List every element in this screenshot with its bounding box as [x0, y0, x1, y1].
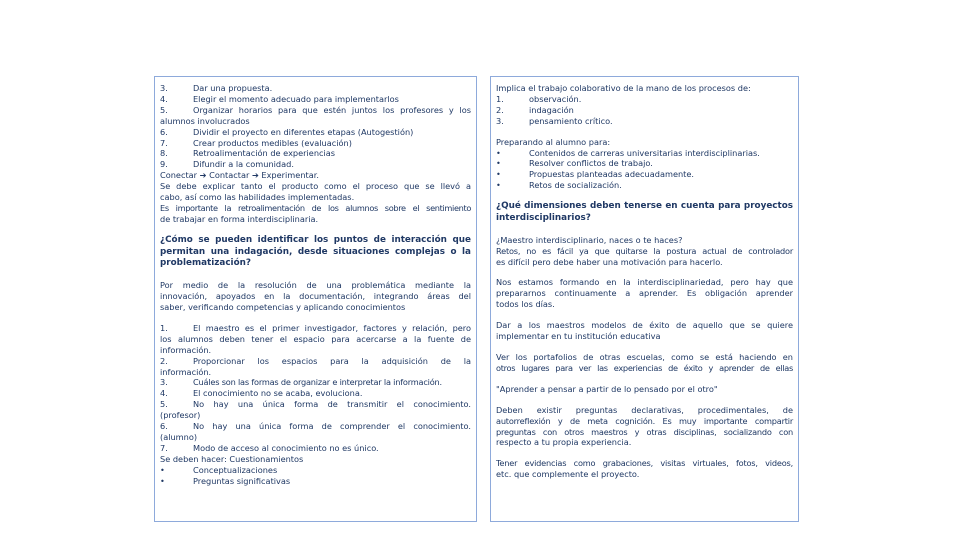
- item-5: 5. No hay una única forma de transmitir el conocimiento.: [160, 399, 471, 410]
- step-3: 3. Dar una propuesta.: [160, 83, 273, 93]
- step-9: 9. Difundir a la comunidad.: [160, 159, 294, 170]
- intro-line: Implica el trabajo colaborativo de la mano de los procesos de:: [496, 83, 751, 93]
- prepare-line: Preparando al alumno para:: [496, 136, 611, 147]
- quote-line: "Aprender a pensar a partir de lo pensado por el otro": [496, 383, 718, 394]
- prepare-item-3: • Propuestas planteadas adecuadamente.: [496, 169, 695, 180]
- step-6: 6. Dividir el proyecto en diferentes etapas (Autogestión): [160, 126, 414, 137]
- models-line-1: Dar a los maestros modelos de éxito de aquello que se quiere: [496, 320, 793, 331]
- interaction-question-line-2: permitan una indagación, desde situaciones complejas o la: [160, 246, 471, 257]
- forming-line-1: Nos estamos formando en la interdisciplinariedad, pero hay que: [496, 277, 793, 288]
- item-2-continuation: información.: [160, 366, 212, 377]
- questions-line-3: preguntas con otros maestros y otras disciplinas, socializando con: [496, 426, 793, 437]
- challenge-line-1: Retos, no es fácil ya que quitarse la postura actual de controlador: [496, 245, 793, 256]
- bullet-preguntas: • Preguntas significativas: [160, 475, 291, 486]
- questions-line-4: respecto a tu propia experiencia.: [496, 437, 632, 448]
- important-line-1: Es importante la retroalimentación de los alumnos sobre el sentimiento: [160, 202, 471, 213]
- item-4: 4. El conocimiento no se acaba, evoluciona.: [160, 388, 363, 399]
- item-7: 7. Modo de acceso al conocimiento no es único.: [160, 442, 379, 453]
- item-2: 2. Proporcionar los espacios para la adquisición de la: [160, 355, 471, 366]
- process-2: 2. indagación: [496, 104, 574, 115]
- item-6-continuation: (alumno): [160, 431, 198, 442]
- prepare-item-1: • Contenidos de carreras universitarias interdisciplinarias.: [496, 147, 760, 158]
- models-line-2: implementar en tu institución educativa: [496, 331, 661, 342]
- portfolios-line-2: otros lugares para ver las experiencias de éxito y aprender de ellas: [496, 362, 793, 373]
- prepare-item-2: • Resolver conflictos de trabajo.: [496, 158, 653, 169]
- item-3: 3. Cuáles son las formas de organizar e interpretar la información.: [160, 377, 442, 388]
- questions-line-2: autorreflexión y de meta cognición. Es muy importante compartir: [496, 415, 793, 426]
- answer-line-3: saber, verificando competencias y aplicando conocimientos: [160, 301, 406, 312]
- connect-line: Conectar ➔ Contactar ➔ Experimentar.: [160, 170, 319, 181]
- interaction-question-line-3: problematización?: [160, 258, 251, 269]
- dimensions-question-line-1: ¿Qué dimensiones deben tenerse en cuenta para proyectos: [496, 201, 793, 212]
- item-6: 6. No hay una única forma de comprender el conocimiento.: [160, 421, 471, 432]
- explain-line-1: Se debe explicar tanto el producto como el proceso que se llevó a: [160, 181, 471, 192]
- right-text-panel: [490, 76, 799, 522]
- answer-line-1: Por medio de la resolución de una problemática mediante la: [160, 280, 471, 291]
- prepare-item-4: • Retos de socialización.: [496, 180, 622, 191]
- item-1-continuation-2: información.: [160, 344, 212, 355]
- dimensions-question-line-2: interdisciplinarios?: [496, 212, 591, 223]
- step-5: 5. Organizar horarios para que estén juntos los profesores y los: [160, 104, 471, 115]
- important-line-2: de trabajar en forma interdisciplinaria.: [160, 213, 319, 224]
- step-4: 4. Elegir el momento adecuado para implementarlos: [160, 93, 399, 104]
- must-do-line: Se deben hacer: Cuestionamientos: [160, 453, 304, 464]
- item-1: 1. El maestro es el primer investigador, factores y relación, pero: [160, 322, 471, 333]
- evidence-line-2: etc. que complemente el proyecto.: [496, 469, 640, 480]
- step-5-continuation: alumnos involucrados: [160, 115, 250, 126]
- item-5-continuation: (profesor): [160, 410, 201, 421]
- item-1-continuation: los alumnos deben tener el espacio para acercarse a la fuente de: [160, 333, 471, 344]
- process-3: 3. pensamiento crítico.: [496, 115, 613, 126]
- interaction-question-line-1: ¿Cómo se pueden identificar los puntos de interacción que: [160, 234, 471, 245]
- left-text-panel: [154, 76, 477, 522]
- bullet-conceptualizaciones: • Conceptualizaciones: [160, 464, 278, 475]
- evidence-line-1: Tener evidencias como grabaciones, visitas virtuales, fotos, videos,: [496, 458, 793, 469]
- explain-line-2: cabo, así como las habilidades implementadas.: [160, 192, 355, 203]
- forming-line-3: todos los días.: [496, 299, 555, 310]
- forming-line-2: prepararnos continuamente a aprender. Es obligación aprender: [496, 288, 793, 299]
- step-7: 7. Crear productos medibles (evaluación): [160, 137, 352, 148]
- process-1: 1. observación.: [496, 93, 582, 104]
- step-8: 8. Retroalimentación de experiencias: [160, 148, 336, 159]
- teacher-question: ¿Maestro interdisciplinario, naces o te haces?: [496, 234, 683, 245]
- answer-line-2: innovación, apoyados en la documentación, integrando áreas del: [160, 291, 471, 302]
- questions-line-1: Deben existir preguntas declarativas, procedimentales, de: [496, 404, 793, 415]
- portfolios-line-1: Ver los portafolios de otras escuelas, como se está haciendo en: [496, 352, 793, 362]
- challenge-line-2: es difícil pero debe haber una motivación para hacerlo.: [496, 256, 723, 267]
